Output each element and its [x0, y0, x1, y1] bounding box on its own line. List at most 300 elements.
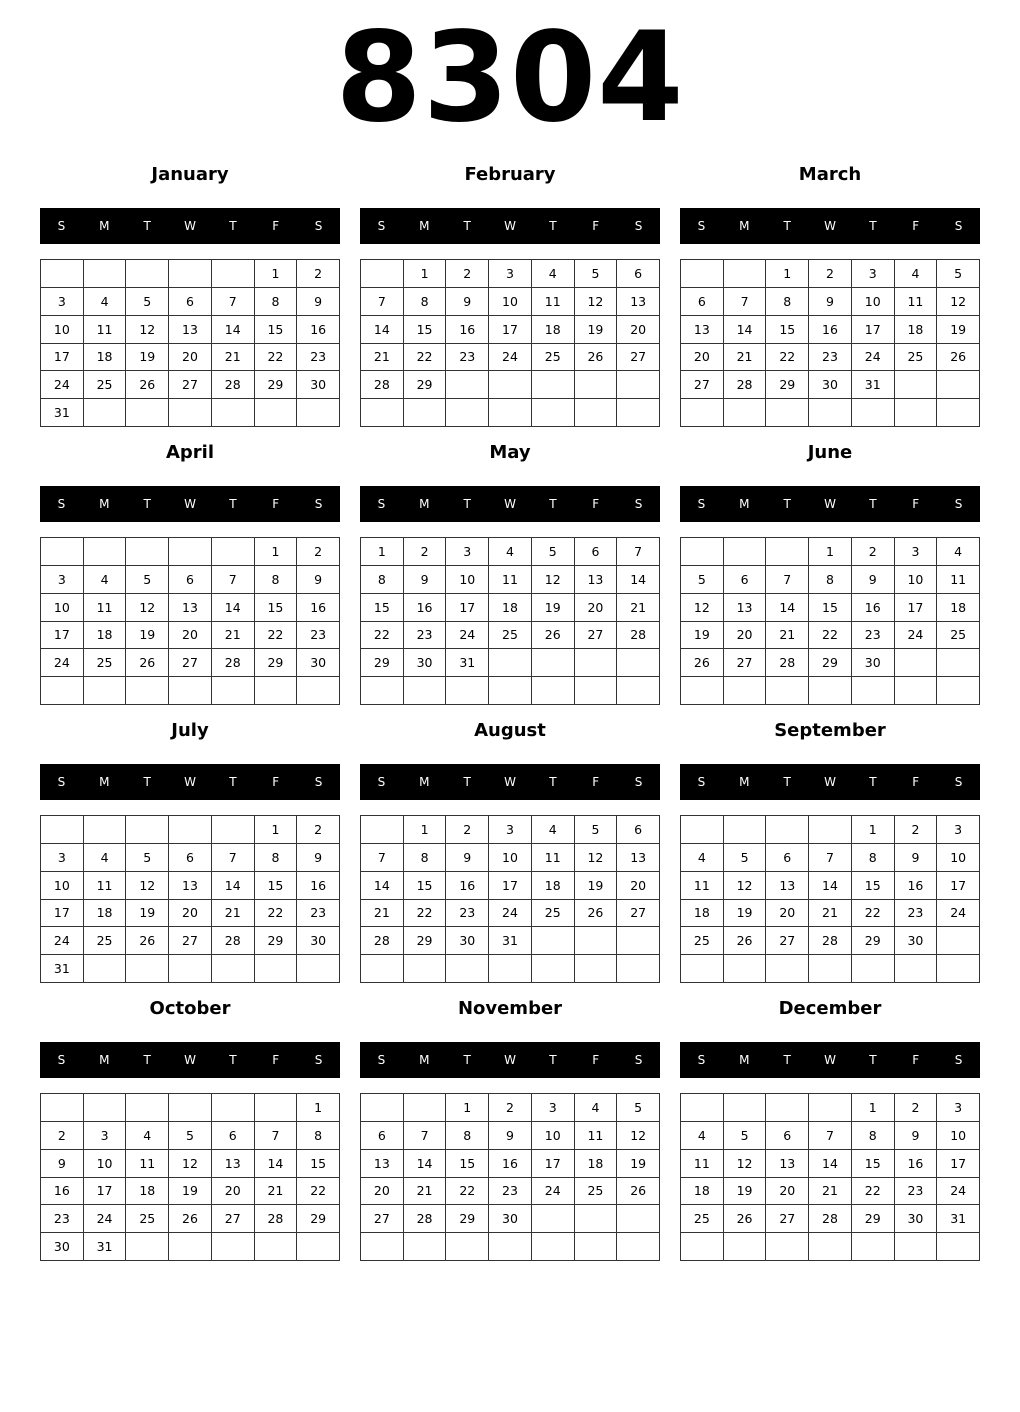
day-cell: 8: [404, 288, 447, 316]
day-cell: [446, 677, 489, 705]
day-cell: 26: [937, 344, 980, 372]
day-cell: [489, 955, 532, 983]
weekday-label: T: [143, 1053, 151, 1067]
day-cell: [766, 816, 809, 844]
day-cell: [617, 649, 660, 677]
day-cell: 27: [617, 900, 660, 928]
day-cell: 1: [404, 260, 447, 288]
day-cell: 12: [126, 872, 169, 900]
month-october: [40, 998, 340, 1262]
day-cell: 9: [41, 1150, 84, 1178]
day-cell: [724, 1233, 767, 1261]
day-cell: 27: [575, 622, 618, 650]
day-cell: 20: [766, 1178, 809, 1206]
day-cell: [169, 677, 212, 705]
day-cell: 12: [169, 1150, 212, 1178]
day-cell: 15: [766, 316, 809, 344]
day-cell: 9: [489, 1122, 532, 1150]
day-cell: 11: [681, 1150, 724, 1178]
day-cell: 8: [255, 844, 298, 872]
day-cell: [361, 955, 404, 983]
day-cell: 30: [809, 371, 852, 399]
month-name: January: [151, 164, 229, 185]
day-cell: 26: [532, 622, 575, 650]
day-cell: [895, 1233, 938, 1261]
day-cell: [212, 538, 255, 566]
day-cell: [361, 260, 404, 288]
day-cell: [404, 955, 447, 983]
day-cell: 14: [361, 872, 404, 900]
day-cell: 18: [937, 594, 980, 622]
day-cell: 25: [575, 1178, 618, 1206]
day-cell: 13: [361, 1150, 404, 1178]
day-cell: 14: [724, 316, 767, 344]
weekday-label: W: [504, 219, 516, 233]
day-cell: 3: [41, 566, 84, 594]
day-cell: [809, 955, 852, 983]
day-cell: 4: [575, 1094, 618, 1122]
day-cell: 23: [297, 622, 340, 650]
day-cell: 31: [41, 399, 84, 427]
day-cell: 15: [809, 594, 852, 622]
day-cell: 28: [212, 371, 255, 399]
day-cell: 20: [169, 622, 212, 650]
day-cell: 8: [766, 288, 809, 316]
day-cell: 17: [852, 316, 895, 344]
day-cell: 20: [361, 1178, 404, 1206]
day-cell: [361, 816, 404, 844]
day-cell: 11: [532, 288, 575, 316]
day-cell: 13: [169, 872, 212, 900]
day-cell: 10: [41, 594, 84, 622]
weekday-label: W: [184, 1053, 196, 1067]
day-cell: 26: [169, 1205, 212, 1233]
day-cell: [724, 955, 767, 983]
day-cell: [169, 1233, 212, 1261]
day-cell: 1: [297, 1094, 340, 1122]
day-cell: [446, 399, 489, 427]
day-cell: [169, 399, 212, 427]
weekday-label: T: [549, 497, 557, 511]
weekday-header: [680, 208, 980, 244]
day-cell: 20: [617, 316, 660, 344]
day-cell: 7: [809, 1122, 852, 1150]
day-cell: [852, 1233, 895, 1261]
day-cell: 15: [446, 1150, 489, 1178]
weekday-label: F: [912, 219, 920, 233]
day-cell: 14: [212, 872, 255, 900]
day-cell: 23: [297, 344, 340, 372]
day-cell: 27: [361, 1205, 404, 1233]
weekday-label: W: [824, 775, 836, 789]
weekday-label: M: [99, 219, 110, 233]
day-cell: 16: [297, 316, 340, 344]
day-cell: 21: [212, 622, 255, 650]
day-cell: 20: [169, 900, 212, 928]
day-cell: 8: [852, 844, 895, 872]
day-cell: 19: [575, 316, 618, 344]
weekday-label: S: [954, 775, 963, 789]
weekday-label: T: [869, 497, 877, 511]
day-cell: 17: [446, 594, 489, 622]
day-cell: 21: [809, 1178, 852, 1206]
day-cell: 2: [41, 1122, 84, 1150]
day-cell: [895, 955, 938, 983]
day-cell: 18: [532, 316, 575, 344]
day-cell: [126, 1094, 169, 1122]
day-cell: 10: [852, 288, 895, 316]
day-cell: 6: [169, 844, 212, 872]
day-cell: [724, 1094, 767, 1122]
day-cell: 29: [766, 371, 809, 399]
day-cell: [297, 677, 340, 705]
day-cell: 7: [617, 538, 660, 566]
day-cell: [126, 955, 169, 983]
weekday-label: S: [634, 775, 643, 789]
day-cell: 28: [617, 622, 660, 650]
day-cell: [489, 1233, 532, 1261]
day-cell: 20: [766, 900, 809, 928]
month-february: [360, 164, 660, 428]
day-cell: 22: [255, 900, 298, 928]
day-grid: [40, 259, 340, 427]
day-cell: 30: [297, 649, 340, 677]
day-cell: [255, 1094, 298, 1122]
day-cell: 23: [895, 900, 938, 928]
day-cell: 11: [532, 844, 575, 872]
day-cell: 7: [766, 566, 809, 594]
day-cell: 25: [489, 622, 532, 650]
day-cell: [809, 677, 852, 705]
day-cell: [575, 955, 618, 983]
day-cell: 16: [446, 872, 489, 900]
day-cell: 15: [255, 594, 298, 622]
day-cell: 23: [489, 1178, 532, 1206]
day-cell: 19: [724, 900, 767, 928]
day-cell: [575, 1233, 618, 1261]
day-grid: [360, 537, 660, 705]
day-cell: [84, 260, 127, 288]
day-cell: [126, 399, 169, 427]
day-cell: 26: [724, 1205, 767, 1233]
weekday-label: W: [504, 497, 516, 511]
day-cell: [84, 399, 127, 427]
day-cell: 18: [681, 1178, 724, 1206]
day-cell: 19: [575, 872, 618, 900]
day-cell: [681, 816, 724, 844]
day-cell: 27: [617, 344, 660, 372]
weekday-label: W: [184, 775, 196, 789]
day-cell: 28: [361, 371, 404, 399]
day-cell: [766, 1233, 809, 1261]
day-cell: 15: [404, 316, 447, 344]
day-cell: [297, 399, 340, 427]
day-cell: [361, 1233, 404, 1261]
day-cell: [895, 677, 938, 705]
day-cell: 3: [895, 538, 938, 566]
weekday-label: S: [57, 497, 66, 511]
day-cell: 13: [766, 1150, 809, 1178]
day-cell: 13: [681, 316, 724, 344]
month-name: December: [778, 998, 882, 1019]
day-cell: 24: [937, 900, 980, 928]
day-cell: 12: [575, 844, 618, 872]
weekday-label: T: [143, 497, 151, 511]
day-cell: 14: [212, 316, 255, 344]
day-cell: 21: [361, 344, 404, 372]
day-cell: 5: [169, 1122, 212, 1150]
day-cell: 3: [489, 260, 532, 288]
day-cell: 31: [84, 1233, 127, 1261]
month-name: March: [798, 164, 862, 185]
day-cell: [255, 677, 298, 705]
day-cell: 14: [361, 316, 404, 344]
day-cell: 11: [126, 1150, 169, 1178]
day-cell: 28: [404, 1205, 447, 1233]
month-march: [680, 164, 980, 428]
weekday-label: S: [954, 497, 963, 511]
day-cell: [255, 399, 298, 427]
day-cell: 18: [84, 900, 127, 928]
weekday-label: S: [697, 497, 706, 511]
weekday-label: F: [272, 219, 280, 233]
day-cell: 11: [489, 566, 532, 594]
day-cell: 10: [446, 566, 489, 594]
day-cell: 23: [404, 622, 447, 650]
day-cell: 12: [126, 594, 169, 622]
day-cell: 27: [169, 371, 212, 399]
weekday-label: T: [549, 1053, 557, 1067]
day-cell: 29: [255, 927, 298, 955]
day-cell: [617, 399, 660, 427]
day-cell: 4: [681, 844, 724, 872]
day-cell: 8: [404, 844, 447, 872]
weekday-label: M: [99, 775, 110, 789]
day-cell: 8: [297, 1122, 340, 1150]
day-cell: [41, 677, 84, 705]
day-cell: 23: [809, 344, 852, 372]
day-cell: 23: [446, 900, 489, 928]
day-grid: [360, 1093, 660, 1261]
weekday-label: T: [229, 497, 237, 511]
day-cell: [617, 371, 660, 399]
day-cell: 4: [681, 1122, 724, 1150]
day-cell: 24: [41, 649, 84, 677]
day-cell: 10: [41, 872, 84, 900]
day-cell: 25: [532, 900, 575, 928]
day-grid: [680, 259, 980, 427]
day-cell: [852, 399, 895, 427]
weekday-label: M: [739, 219, 750, 233]
day-cell: [575, 1205, 618, 1233]
day-cell: 22: [404, 344, 447, 372]
day-cell: 9: [297, 844, 340, 872]
day-cell: 21: [255, 1178, 298, 1206]
day-grid: [680, 815, 980, 983]
day-cell: [766, 538, 809, 566]
day-cell: [489, 371, 532, 399]
weekday-label: T: [143, 775, 151, 789]
day-cell: [404, 399, 447, 427]
month-july: [40, 720, 340, 984]
day-cell: [84, 816, 127, 844]
day-cell: 4: [895, 260, 938, 288]
day-cell: 18: [895, 316, 938, 344]
weekday-label: T: [783, 775, 791, 789]
day-cell: 30: [404, 649, 447, 677]
day-cell: [84, 538, 127, 566]
day-cell: 5: [724, 844, 767, 872]
day-cell: [937, 677, 980, 705]
day-cell: [126, 677, 169, 705]
weekday-label: T: [463, 1053, 471, 1067]
weekday-header: [360, 764, 660, 800]
month-december: [680, 998, 980, 1262]
day-cell: [84, 955, 127, 983]
day-cell: 15: [361, 594, 404, 622]
day-cell: [404, 677, 447, 705]
day-cell: 29: [361, 649, 404, 677]
month-april: [40, 442, 340, 706]
day-cell: [937, 649, 980, 677]
day-cell: 6: [617, 816, 660, 844]
day-cell: 22: [404, 900, 447, 928]
day-cell: 14: [617, 566, 660, 594]
weekday-label: M: [419, 1053, 430, 1067]
day-cell: 14: [809, 1150, 852, 1178]
month-january: [40, 164, 340, 428]
day-cell: 6: [724, 566, 767, 594]
day-cell: [489, 649, 532, 677]
day-cell: 21: [361, 900, 404, 928]
weekday-label: T: [229, 775, 237, 789]
day-cell: 3: [937, 1094, 980, 1122]
weekday-label: S: [314, 497, 323, 511]
day-cell: 19: [126, 344, 169, 372]
weekday-label: F: [592, 497, 600, 511]
month-name: October: [149, 998, 231, 1019]
day-cell: 6: [681, 288, 724, 316]
day-cell: 13: [169, 594, 212, 622]
day-cell: 16: [852, 594, 895, 622]
day-cell: 24: [489, 344, 532, 372]
day-cell: [852, 677, 895, 705]
day-cell: [41, 260, 84, 288]
day-cell: 10: [937, 844, 980, 872]
day-cell: [575, 371, 618, 399]
day-cell: 26: [681, 649, 724, 677]
day-cell: 18: [532, 872, 575, 900]
day-cell: 1: [255, 816, 298, 844]
weekday-label: W: [824, 1053, 836, 1067]
weekday-label: W: [504, 775, 516, 789]
weekday-header: [360, 1042, 660, 1078]
weekday-label: W: [504, 1053, 516, 1067]
day-cell: 2: [297, 538, 340, 566]
day-cell: [41, 1094, 84, 1122]
weekday-label: T: [463, 775, 471, 789]
weekday-label: T: [463, 219, 471, 233]
day-cell: 21: [724, 344, 767, 372]
day-cell: 16: [297, 594, 340, 622]
day-cell: 7: [255, 1122, 298, 1150]
day-cell: [169, 816, 212, 844]
day-cell: [724, 538, 767, 566]
day-cell: 1: [255, 260, 298, 288]
day-cell: [681, 260, 724, 288]
day-cell: 7: [361, 844, 404, 872]
day-cell: [404, 1233, 447, 1261]
day-cell: 29: [446, 1205, 489, 1233]
weekday-header: [40, 486, 340, 522]
day-cell: 29: [809, 649, 852, 677]
day-cell: [724, 816, 767, 844]
day-cell: 24: [532, 1178, 575, 1206]
weekday-header: [680, 1042, 980, 1078]
day-cell: 27: [169, 927, 212, 955]
day-cell: [681, 955, 724, 983]
day-cell: 1: [852, 816, 895, 844]
weekday-label: F: [912, 497, 920, 511]
day-cell: 28: [809, 1205, 852, 1233]
day-cell: 26: [617, 1178, 660, 1206]
day-cell: 8: [361, 566, 404, 594]
day-cell: [361, 399, 404, 427]
day-cell: 25: [84, 927, 127, 955]
day-cell: [937, 1233, 980, 1261]
day-cell: [361, 677, 404, 705]
day-cell: [446, 955, 489, 983]
day-cell: 12: [937, 288, 980, 316]
day-cell: [681, 1094, 724, 1122]
day-cell: 22: [766, 344, 809, 372]
day-cell: 4: [532, 260, 575, 288]
day-cell: 5: [532, 538, 575, 566]
day-cell: 31: [937, 1205, 980, 1233]
day-cell: [212, 1233, 255, 1261]
weekday-label: F: [272, 1053, 280, 1067]
day-cell: 7: [212, 566, 255, 594]
day-cell: 21: [212, 900, 255, 928]
weekday-label: T: [229, 219, 237, 233]
weekday-label: T: [549, 775, 557, 789]
day-cell: 11: [84, 872, 127, 900]
day-cell: 17: [489, 316, 532, 344]
day-cell: [766, 677, 809, 705]
weekday-label: T: [229, 1053, 237, 1067]
day-cell: 24: [41, 371, 84, 399]
month-name: August: [474, 720, 546, 741]
day-cell: 1: [361, 538, 404, 566]
day-cell: [809, 816, 852, 844]
day-cell: 15: [852, 872, 895, 900]
weekday-label: F: [272, 497, 280, 511]
month-name: April: [165, 442, 215, 463]
day-cell: [255, 955, 298, 983]
month-name: February: [464, 164, 556, 185]
day-cell: [617, 1233, 660, 1261]
day-cell: [895, 649, 938, 677]
day-cell: 13: [169, 316, 212, 344]
day-cell: 26: [126, 371, 169, 399]
weekday-header: [40, 208, 340, 244]
weekday-label: S: [377, 219, 386, 233]
day-cell: [809, 399, 852, 427]
day-cell: 30: [852, 649, 895, 677]
day-cell: 30: [446, 927, 489, 955]
month-august: [360, 720, 660, 984]
day-cell: 28: [766, 649, 809, 677]
